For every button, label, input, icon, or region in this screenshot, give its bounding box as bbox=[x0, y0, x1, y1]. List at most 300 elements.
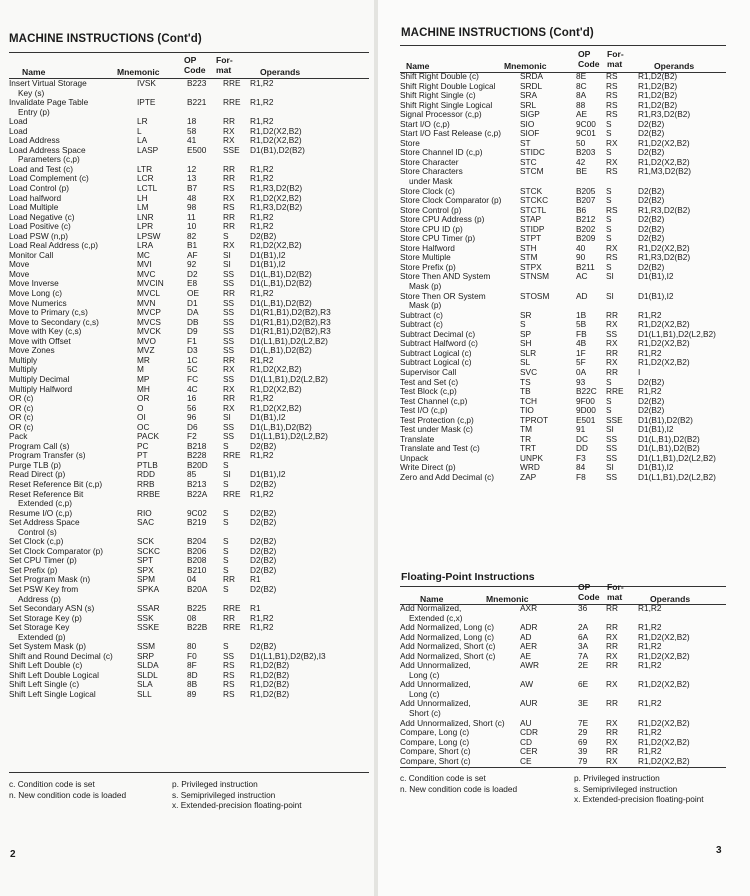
op-code: 16 bbox=[187, 393, 197, 404]
instruction-name: Program Transfer (s) bbox=[9, 450, 86, 461]
format: RR bbox=[606, 641, 618, 652]
footnote-s: s. Semiprivileged instruction bbox=[574, 783, 678, 794]
op-code: AF bbox=[187, 249, 198, 260]
fp-col-header-format: For- mat bbox=[607, 582, 624, 602]
format: RR bbox=[606, 366, 618, 377]
header-top-rule bbox=[9, 52, 369, 53]
format: RR bbox=[606, 746, 618, 757]
operands: R1,D2(X2,B2) bbox=[638, 631, 690, 642]
table-row bbox=[400, 699, 730, 718]
instruction-name: Load Address bbox=[9, 135, 60, 146]
format: RX bbox=[606, 319, 618, 330]
instruction-name: Store CPU ID (p) bbox=[400, 223, 463, 234]
instruction-name: Move Zones bbox=[9, 345, 55, 356]
op-code: OE bbox=[187, 288, 199, 299]
mnemonic: SAC bbox=[137, 517, 155, 528]
operands: R1,D2(X2,B2) bbox=[250, 240, 302, 251]
instruction-name: Test I/O (c,p) bbox=[400, 405, 448, 416]
operands: D1(B1),I2 bbox=[250, 259, 286, 270]
instruction-name: Start I/O (c,p) bbox=[400, 118, 450, 129]
format: RRE bbox=[223, 450, 241, 461]
mnemonic: AE bbox=[520, 650, 532, 661]
mnemonic: SRDA bbox=[520, 71, 544, 81]
mnemonic: RDD bbox=[137, 469, 155, 480]
mnemonic: LM bbox=[137, 202, 149, 213]
format: RS bbox=[223, 689, 235, 699]
operands: R1,R2 bbox=[250, 450, 274, 461]
fp-table-end-rule bbox=[400, 767, 726, 768]
op-code: DB bbox=[187, 316, 199, 327]
op-code: 1B bbox=[576, 309, 587, 320]
mnemonic: CE bbox=[520, 755, 532, 766]
format: RX bbox=[606, 156, 618, 167]
operands: R1,R2 bbox=[250, 622, 274, 633]
mnemonic: LPSW bbox=[137, 230, 161, 241]
op-code: 1C bbox=[187, 354, 198, 365]
format: SS bbox=[606, 433, 618, 444]
op-code: FC bbox=[187, 373, 199, 384]
format: RR bbox=[223, 393, 235, 404]
mnemonic: SL bbox=[520, 357, 531, 368]
operands: R1,D2(X2,B2) bbox=[638, 357, 690, 368]
instruction-name-cont: Short (c) bbox=[409, 708, 441, 719]
format: RR bbox=[606, 347, 618, 358]
instruction-name: Load Positive (c) bbox=[9, 221, 71, 232]
op-code: 85 bbox=[187, 469, 197, 480]
instruction-name: Shift Left Double (c) bbox=[9, 660, 83, 671]
operands: D1(L,B1),D2(B2) bbox=[250, 268, 312, 279]
op-code: 91 bbox=[576, 424, 586, 435]
operands: D2(B2) bbox=[250, 641, 277, 652]
format: RRE bbox=[223, 97, 241, 108]
operands: D1(L1,B1),D2(L2,B2) bbox=[638, 471, 716, 482]
fp-instruction-table bbox=[400, 604, 730, 766]
op-code: 3A bbox=[578, 641, 589, 652]
mnemonic: STCKC bbox=[520, 195, 549, 206]
operands: R1,R2 bbox=[250, 211, 274, 222]
format: RX bbox=[606, 338, 618, 349]
operands: R1,D2(X2,B2) bbox=[638, 319, 690, 330]
operands: R1,R2 bbox=[250, 97, 274, 108]
op-code: AE bbox=[576, 109, 588, 120]
instruction-name: OR (c) bbox=[9, 402, 34, 413]
instruction-name: Move bbox=[9, 259, 30, 270]
op-code: 58 bbox=[187, 125, 197, 136]
instruction-name: Add Unnormalized, bbox=[400, 660, 471, 671]
operands: D1(B1),I2 bbox=[638, 290, 674, 301]
mnemonic: WRD bbox=[520, 462, 540, 473]
op-code: B203 bbox=[576, 147, 596, 158]
op-code: E501 bbox=[576, 414, 596, 425]
operands: D2(B2) bbox=[250, 536, 277, 547]
format: SS bbox=[606, 471, 618, 482]
format: S bbox=[223, 583, 229, 594]
instruction-name: Load Address Space bbox=[9, 144, 86, 155]
operands: D2(B2) bbox=[638, 405, 665, 416]
mnemonic: OC bbox=[137, 421, 150, 432]
op-code: DA bbox=[187, 307, 199, 318]
op-code: F0 bbox=[187, 650, 197, 661]
instruction-name: Store Character bbox=[400, 156, 459, 167]
op-code: 12 bbox=[187, 163, 197, 174]
format: RR bbox=[606, 698, 618, 709]
op-code: 92 bbox=[187, 259, 197, 270]
mnemonic: RRBE bbox=[137, 488, 161, 499]
format: RR bbox=[606, 603, 618, 613]
operands: D2(B2) bbox=[250, 555, 277, 566]
page-title: MACHINE INSTRUCTIONS (Cont'd) bbox=[9, 33, 202, 45]
mnemonic: MVCK bbox=[137, 326, 161, 337]
operands: R1,R2 bbox=[638, 698, 662, 709]
format: RR bbox=[223, 211, 235, 222]
format: RX bbox=[606, 736, 618, 747]
format: SI bbox=[223, 259, 231, 270]
mnemonic: SP bbox=[520, 328, 532, 339]
mnemonic: CD bbox=[520, 736, 532, 747]
format: S bbox=[606, 376, 612, 387]
instruction-name: Translate bbox=[400, 433, 435, 444]
op-code: E500 bbox=[187, 144, 207, 155]
mnemonic: LA bbox=[137, 135, 148, 146]
op-code: B208 bbox=[187, 555, 207, 566]
op-code: 11 bbox=[187, 211, 196, 222]
mnemonic: STC bbox=[520, 156, 537, 167]
format: SS bbox=[223, 373, 235, 384]
operands: D1(L,B1),D2(B2) bbox=[638, 433, 700, 444]
mnemonic: STH bbox=[520, 242, 537, 253]
format: RR bbox=[223, 221, 235, 232]
op-code: 4C bbox=[187, 383, 198, 394]
instruction-name: Compare, Long (c) bbox=[400, 727, 470, 738]
instruction-name: Move Long (c) bbox=[9, 288, 63, 299]
mnemonic: STCTL bbox=[520, 204, 547, 215]
instruction-name: Store Then AND System bbox=[400, 271, 491, 282]
operands: D1(L,B1),D2(B2) bbox=[250, 297, 312, 308]
mnemonic: STNSM bbox=[520, 271, 550, 282]
operands: R1,R2 bbox=[250, 354, 274, 365]
format: RS bbox=[606, 252, 618, 263]
op-code: 8C bbox=[576, 80, 587, 91]
format: RX bbox=[606, 631, 618, 642]
header-top-rule bbox=[400, 45, 726, 46]
format: S bbox=[606, 405, 612, 416]
col-header-opcode: OP Code bbox=[578, 49, 600, 69]
fp-section-title: Floating-Point Instructions bbox=[401, 571, 535, 583]
operands: R1,R2 bbox=[638, 660, 662, 671]
format: SSE bbox=[606, 414, 623, 425]
op-code: B22C bbox=[576, 386, 597, 397]
footnotes-left-col bbox=[9, 779, 126, 800]
format: S bbox=[606, 195, 612, 206]
op-code: 08 bbox=[187, 612, 197, 623]
mnemonic: AWR bbox=[520, 660, 540, 671]
op-code: 6E bbox=[578, 679, 589, 690]
operands: D1(L1,B1),D2(L2,B2) bbox=[250, 373, 328, 384]
op-code: B20D bbox=[187, 459, 208, 470]
instruction-name: Test and Set (c) bbox=[400, 376, 459, 387]
instruction-name: Zero and Add Decimal (c) bbox=[400, 471, 495, 482]
op-code: 5B bbox=[576, 319, 587, 330]
op-code: D6 bbox=[187, 421, 198, 432]
mnemonic: LTR bbox=[137, 163, 153, 174]
op-code: 9C00 bbox=[576, 118, 596, 129]
operands: D1(B1),I2 bbox=[250, 469, 286, 480]
operands: R1,R2 bbox=[250, 78, 274, 88]
instruction-name: Load halfword bbox=[9, 192, 62, 203]
instruction-name: Store Clock (c) bbox=[400, 185, 455, 196]
table-row bbox=[9, 79, 371, 98]
op-code: 9D00 bbox=[576, 405, 596, 416]
format: RS bbox=[606, 166, 618, 177]
instruction-name: OR (c) bbox=[9, 412, 34, 423]
operands: D1(B1),I2 bbox=[638, 271, 674, 282]
instruction-name-cont: Mask (p) bbox=[409, 300, 442, 311]
mnemonic: MP bbox=[137, 373, 150, 384]
instruction-table bbox=[9, 79, 371, 700]
instruction-name: Store Halfword bbox=[400, 242, 455, 253]
format: RS bbox=[606, 90, 618, 101]
mnemonic: SIO bbox=[520, 118, 535, 129]
instruction-name: Move to Secondary (c,s) bbox=[9, 316, 99, 327]
mnemonic: SPM bbox=[137, 574, 155, 585]
mnemonic: TS bbox=[520, 376, 531, 387]
format: SI bbox=[606, 424, 614, 435]
mnemonic: MVCL bbox=[137, 288, 161, 299]
instruction-name: Reset Reference Bit (c,p) bbox=[9, 478, 103, 489]
format: SS bbox=[223, 421, 235, 432]
instruction-name: Load and Test (c) bbox=[9, 163, 73, 174]
format: S bbox=[606, 185, 612, 196]
op-code: 5F bbox=[576, 357, 586, 368]
instruction-name: Add Unnormalized, bbox=[400, 679, 471, 690]
format: RX bbox=[606, 755, 618, 766]
format: SI bbox=[606, 271, 614, 282]
op-code: B223 bbox=[187, 78, 207, 88]
op-code: DC bbox=[576, 433, 588, 444]
op-code: B225 bbox=[187, 603, 207, 614]
instruction-name: Compare, Short (c) bbox=[400, 746, 471, 757]
instruction-name: Subtract Logical (c) bbox=[400, 357, 472, 368]
operands: I bbox=[638, 366, 641, 377]
format: RR bbox=[223, 288, 235, 299]
instruction-name: Set Clock (c,p) bbox=[9, 536, 64, 547]
instruction-name: Store Then OR System bbox=[400, 290, 486, 301]
mnemonic: L bbox=[137, 125, 142, 136]
operands: R1,R2 bbox=[250, 221, 274, 232]
table-row bbox=[9, 490, 371, 509]
operands: D2(B2) bbox=[638, 223, 665, 234]
instruction-name: Move Inverse bbox=[9, 278, 59, 289]
mnemonic: SRP bbox=[137, 650, 155, 661]
format: RX bbox=[606, 650, 618, 661]
op-code: 84 bbox=[576, 462, 586, 473]
format: S bbox=[223, 230, 229, 241]
op-code: D3 bbox=[187, 345, 198, 356]
fp-header-top-rule bbox=[400, 586, 726, 587]
mnemonic: STCK bbox=[520, 185, 543, 196]
format: S bbox=[606, 233, 612, 244]
instruction-name: Set Storage Key bbox=[9, 622, 70, 633]
fp-col-header-name: Name bbox=[420, 594, 444, 604]
operands: D1(B1),I2 bbox=[638, 424, 674, 435]
op-code: 3E bbox=[578, 698, 589, 709]
instruction-name: Move Numerics bbox=[9, 297, 67, 308]
format: S bbox=[606, 223, 612, 234]
operands: D1(L,B1),D2(B2) bbox=[250, 421, 312, 432]
op-code: 89 bbox=[187, 689, 197, 699]
format: S bbox=[606, 128, 612, 139]
instruction-name: Store Multiple bbox=[400, 252, 451, 263]
instruction-name: Translate and Test (c) bbox=[400, 443, 480, 454]
mnemonic: LASP bbox=[137, 144, 159, 155]
format: S bbox=[223, 478, 229, 489]
mnemonic: TB bbox=[520, 386, 531, 397]
instruction-name: Store Control (p) bbox=[400, 204, 462, 215]
op-code: F1 bbox=[187, 335, 197, 346]
format: SS bbox=[223, 650, 235, 661]
page-number: 3 bbox=[716, 845, 722, 856]
operands: D2(B2) bbox=[250, 583, 277, 594]
col-header-operands: Operands bbox=[654, 61, 695, 71]
instruction-name-cont: Extended (p) bbox=[18, 631, 66, 642]
mnemonic: SSAR bbox=[137, 603, 160, 614]
mnemonic: IPTE bbox=[137, 97, 156, 108]
op-code: 8A bbox=[576, 90, 587, 101]
col-header-format: For- mat bbox=[216, 55, 233, 75]
format: SI bbox=[223, 412, 231, 423]
mnemonic: STIDC bbox=[520, 147, 545, 158]
mnemonic: STAP bbox=[520, 214, 542, 225]
op-code: B207 bbox=[576, 195, 596, 206]
instruction-name: Load bbox=[9, 125, 28, 136]
format: RR bbox=[606, 727, 618, 738]
footnote-n: n. New condition code is loaded bbox=[400, 783, 518, 794]
mnemonic: MH bbox=[137, 383, 150, 394]
operands: R1,R3,D2(B2) bbox=[250, 202, 303, 213]
mnemonic: MVI bbox=[137, 259, 152, 270]
op-code: B204 bbox=[187, 536, 207, 547]
operands: D1(R1,B1),D2(B2),R3 bbox=[250, 316, 331, 327]
instruction-name: Purge TLB (p) bbox=[9, 459, 61, 470]
mnemonic: OR bbox=[137, 393, 150, 404]
operands: R1,R2 bbox=[638, 641, 662, 652]
instruction-name-cont: Address (p) bbox=[18, 593, 61, 604]
op-code: 39 bbox=[578, 746, 588, 757]
operands: D2(B2) bbox=[250, 564, 277, 575]
operands: R1,D2(B2) bbox=[638, 90, 678, 101]
format: RR bbox=[606, 309, 618, 320]
instruction-name: Test Channel (c,p) bbox=[400, 395, 468, 406]
format: SS bbox=[223, 297, 235, 308]
instruction-name: Test Block (c,p) bbox=[400, 386, 457, 397]
format: SS bbox=[223, 268, 235, 279]
op-code: B210 bbox=[187, 564, 207, 575]
format: S bbox=[223, 440, 229, 451]
instruction-name: Subtract Halfword (c) bbox=[400, 338, 478, 349]
operands: R1,D2(X2,B2) bbox=[638, 242, 690, 253]
table-row bbox=[400, 397, 730, 407]
mnemonic: SPT bbox=[137, 555, 154, 566]
instruction-name: Multiply Halfword bbox=[9, 383, 73, 394]
op-code: B22B bbox=[187, 622, 208, 633]
op-code: B1 bbox=[187, 240, 198, 251]
instruction-name: Load Negative (c) bbox=[9, 211, 75, 222]
mnemonic: SIOF bbox=[520, 128, 540, 139]
col-header-name: Name bbox=[406, 61, 430, 71]
mnemonic: MVCS bbox=[137, 316, 161, 327]
format: RS bbox=[606, 204, 618, 215]
instruction-name-cont: Parameters (c,p) bbox=[18, 154, 80, 165]
format: S bbox=[223, 536, 229, 547]
format: SS bbox=[223, 335, 235, 346]
instruction-name: Load Real Address (c,p) bbox=[9, 240, 99, 251]
operands: D1(B1),D2(B2) bbox=[250, 144, 305, 155]
instruction-name: Shift and Round Decimal (c) bbox=[9, 650, 113, 661]
instruction-name: Load Control (p) bbox=[9, 183, 69, 194]
mnemonic: MC bbox=[137, 249, 150, 260]
mnemonic: SLR bbox=[520, 347, 537, 358]
page-number: 2 bbox=[10, 849, 16, 860]
format: RX bbox=[223, 383, 235, 394]
instruction-name: Add Unnormalized, bbox=[400, 698, 471, 709]
mnemonic: MVCP bbox=[137, 307, 161, 318]
format: RS bbox=[606, 71, 618, 81]
op-code: 0A bbox=[576, 366, 587, 377]
op-code: B221 bbox=[187, 97, 207, 108]
format: S bbox=[223, 555, 229, 566]
operands: R1,R2 bbox=[638, 603, 662, 613]
mnemonic: MVN bbox=[137, 297, 156, 308]
mnemonic: STOSM bbox=[520, 290, 550, 301]
instruction-name: Set Program Mask (n) bbox=[9, 574, 91, 585]
op-code: 48 bbox=[187, 192, 197, 203]
instruction-name: Pack bbox=[9, 431, 28, 442]
mnemonic: SCKC bbox=[137, 545, 161, 556]
instruction-name: Load PSW (n,p) bbox=[9, 230, 69, 241]
instruction-name: Start I/O Fast Release (c,p) bbox=[400, 128, 501, 139]
operands: R1,D2(B2) bbox=[250, 669, 290, 680]
table-row bbox=[9, 585, 371, 604]
format: RR bbox=[223, 173, 235, 184]
op-code: 1F bbox=[576, 347, 586, 358]
format: S bbox=[606, 147, 612, 158]
operands: R1,R3,D2(B2) bbox=[638, 109, 691, 120]
mnemonic: AU bbox=[520, 717, 532, 728]
instruction-name-cont: Control (s) bbox=[18, 526, 57, 537]
op-code: 7A bbox=[578, 650, 589, 661]
op-code: 90 bbox=[576, 252, 586, 263]
operands: R1,R2 bbox=[638, 746, 662, 757]
mnemonic: UNPK bbox=[520, 452, 544, 463]
op-code: 7E bbox=[578, 717, 589, 728]
op-code: 79 bbox=[578, 755, 588, 766]
operands: D1(B1),D2(B2) bbox=[638, 414, 693, 425]
op-code: D9 bbox=[187, 326, 198, 337]
col-header-mnemonic: Mnemonic bbox=[117, 67, 160, 77]
operands: D2(B2) bbox=[638, 233, 665, 244]
operands: R1,D2(X2,B2) bbox=[250, 383, 302, 394]
instruction-name: Shift Left Single Logical bbox=[9, 689, 96, 699]
instruction-name: Add Normalized, bbox=[400, 603, 462, 613]
op-code: D2 bbox=[187, 268, 198, 279]
operands: R1,D2(B2) bbox=[638, 99, 678, 110]
instruction-name: Test under Mask (c) bbox=[400, 424, 473, 435]
table-row bbox=[400, 661, 730, 680]
op-code: B202 bbox=[576, 223, 596, 234]
format: SS bbox=[606, 443, 618, 454]
mnemonic: PC bbox=[137, 440, 149, 451]
format: SS bbox=[223, 316, 235, 327]
